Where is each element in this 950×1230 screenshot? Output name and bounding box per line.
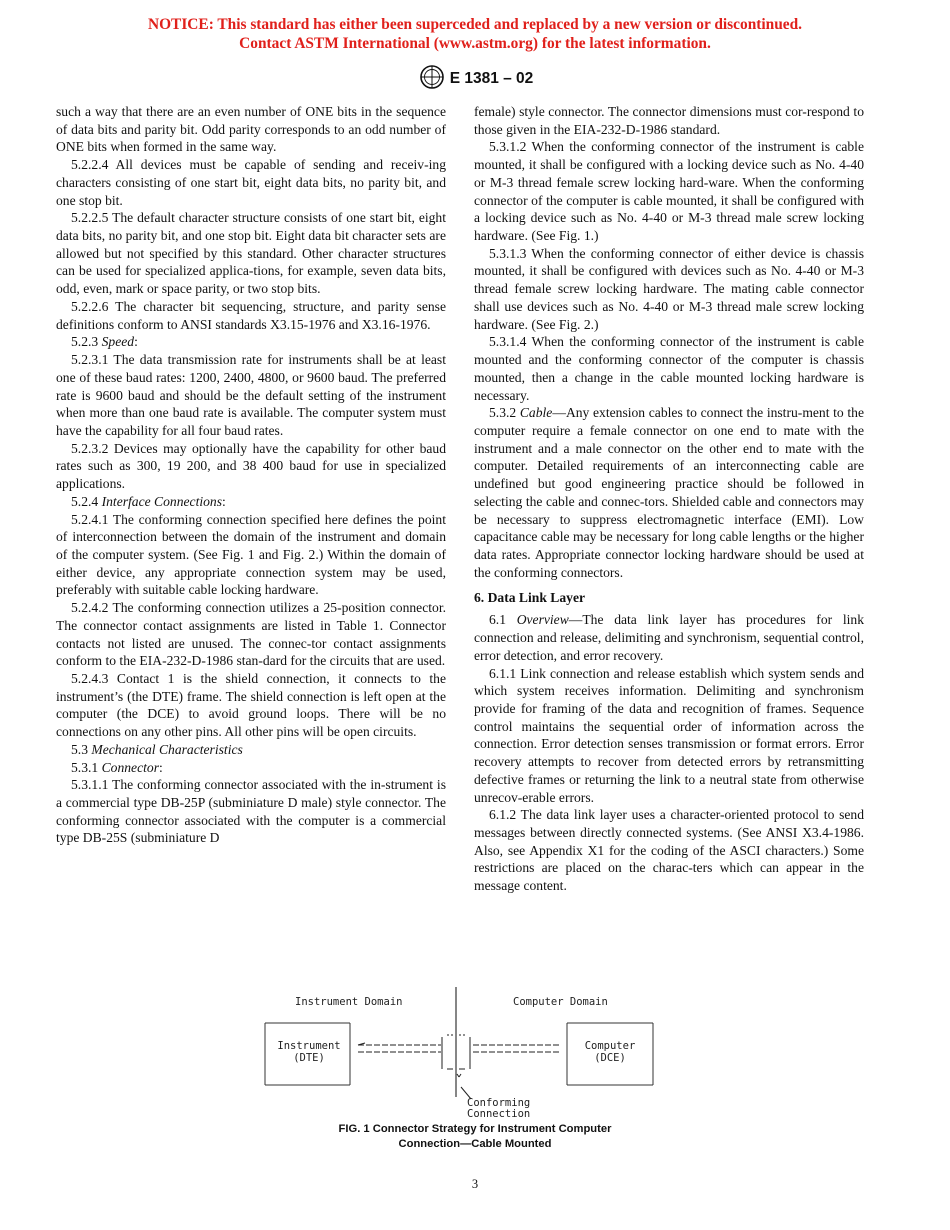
section-number: 5.3.1 <box>71 759 99 775</box>
subsection-heading <box>56 333 446 351</box>
conforming-label: Conforming <box>467 1097 531 1109</box>
paragraph: 5.2.2.5 The default character structure consists of one start bit, eight data bits, no parity bit, and one stop bit. Eight data bit character sets are allowed but not specified by this standard. Other character structures can be used for specialized applica-tions, for example, seven data bits, odd, even, mark or space parity, or two stop bits. <box>56 210 446 297</box>
computer-label: Computer <box>584 1040 636 1052</box>
right-column <box>474 103 864 895</box>
paragraph <box>474 404 864 581</box>
paragraph: 6.1.2 The data link layer uses a character-oriented protocol to send messages between directly connected systems. (See ANSI X3.4-1986. Also, see Appendix X1 for the coding of the ASCI characters.) Some restrictions are placed on the charac-ters which can appear in the message content. <box>474 807 864 894</box>
section-tail: : <box>222 493 226 509</box>
astm-logo-icon <box>417 64 447 90</box>
subsection-heading <box>56 759 446 777</box>
page-number: 3 <box>471 1177 479 1191</box>
section-title: Cable <box>519 405 553 421</box>
paragraph: 5.2.4.3 Contact 1 is the shield connection, it connects to the instrument’s (the DTE) frame. The shield connection is left open at the computer (the DCE) to avoid ground loops. There will be no connections on any other pins. All other pins will be open circuits. <box>56 671 446 740</box>
subsection-heading <box>56 493 446 511</box>
paragraph: 6.1.1 Link connection and release establish which system sends and which system receives information. Delimiting and synchronism provide for framing of the data and recognition of frames. Sequence control maintains the sequential order of information across the connection. Error detection senses transmission or format errors. Error recovery attempts to recover from detected errors by retransmitting defective frames or returning the link to a neutral state from otherwise unrecov-erable errors. <box>474 665 864 805</box>
section-number: 5.2.3 <box>71 334 99 350</box>
instrument-sub-label: (DTE) <box>293 1052 325 1064</box>
standard-designation <box>0 66 950 92</box>
paragraph: 5.3.1.3 When the conforming connector of either device is chassis mounted, it shall be configured with devices such as No. 4-40 or M-3 thread female screw locking hardware. The mating cable connector shall use devices such as No. 4-40 or M-3 thread male screw locking hardware. (See Fig. 2.) <box>474 245 864 332</box>
figure-caption <box>0 1122 950 1152</box>
section-title: Interface Connections <box>101 493 223 509</box>
section-title: Speed <box>101 334 135 350</box>
section-number: 5.3.2 <box>489 405 517 421</box>
paragraph: 5.2.3.1 The data transmission rate for instruments shall be at least one of these baud rates: 1200, 2400, 4800, or 9600 baud. The preferred rate is 9600 baud and should be the default setting of the instrument when more than one baud rate is available. The computer system must have the capability for all four baud rates. <box>56 352 446 438</box>
paragraph: 5.2.4.2 The conforming connection utilizes a 25-position connector. The connector contact assignments are listed in Table 1. Connector contacts not listed are unused. The connec-tor contact assignments conform to the EIA-232-D-1986 stan-dard for the circuits that are used. <box>56 600 446 669</box>
notice-line-1: NOTICE: This standard has either been superceded and replaced by a new version or discontinued. <box>147 16 803 33</box>
section-title: Connector <box>101 759 159 775</box>
superseded-notice <box>0 15 950 53</box>
paragraph-text: —Any extension cables to connect the instru-ment to the computer require a female connector on one end to mate with the instrument and a male connector on the other end to mate with the computer. Detailed requirements of an interconnecting cable are undefined but good engineering practice should be followed in selecting the cable and connec-tors. Shielded cable and connectors may be necessary to suppress electromagnetic interface (EMI). Low capacitance cable may be necessary for long cable lengths or the higher data rates. Appropriate connector locking hardware should be used at the conforming connectors. <box>474 405 864 580</box>
connector-diagram <box>255 985 675 1121</box>
section-tail: : <box>158 759 163 775</box>
pointer-arrow <box>457 1074 471 1099</box>
paragraph-text: —The data link layer has procedures for link connection and release, delimiting and synchronism, sequential control, error detection, and error recovery. <box>474 612 864 663</box>
instrument-domain-label: Instrument Domain <box>295 996 403 1008</box>
section-title: Mechanical Characteristics <box>91 741 243 757</box>
paragraph: female) style connector. The connector dimensions must cor-respond to those given in the EIA-232-D-1986 standard. <box>474 104 864 137</box>
connection-label: Connection <box>467 1108 531 1120</box>
section-title: Overview <box>516 612 569 628</box>
figure-1-diagram <box>255 985 675 1121</box>
section-number: 5.2.4 <box>71 493 99 509</box>
paragraph: 5.2.2.4 All devices must be capable of sending and receiv-ing characters consisting of one start bit, eight data bits, no parity bit, and one stop bit. <box>56 157 446 208</box>
section-number: 6.1 <box>489 612 506 628</box>
left-column <box>56 103 446 847</box>
subsection-heading <box>56 741 446 759</box>
caption-line-2: Connection—Cable Mounted <box>398 1138 552 1150</box>
paragraph: 5.3.1.1 The conforming connector associated with the in-strument is a commercial type DB-25P (subminiature D male) style connector. The conforming connector associated with the computer is a commercial type DB-25S (subminiature D <box>56 777 446 846</box>
section-heading: 6. Data Link Layer <box>474 590 586 606</box>
designation-number: E 1381 – 02 <box>449 70 534 88</box>
computer-sub-label: (DCE) <box>594 1052 626 1064</box>
notice-line-2: Contact ASTM International (www.astm.org) for the latest information. <box>239 35 711 52</box>
instrument-label: Instrument <box>277 1040 341 1052</box>
paragraph: 5.3.1.2 When the conforming connector of the instrument is cable mounted, it shall be configured with a locking device such as No. 4-40 or M-3 thread female screw locking hard-ware. When the conforming connector of the computer is cable mounted, it shall be configured with a locking device such as No. 4-40 or M-3 thread male screw locking hardware. (See Fig. 1.) <box>474 139 864 244</box>
paragraph: such a way that there are an even number of ONE bits in the sequence of data bits and parity bit. Odd parity corresponds to an odd number of ONE bits when formed in the same way. <box>56 104 446 155</box>
paragraph: 5.3.1.4 When the conforming connector of the instrument is cable mounted and the conforming connector of the computer is chassis mounted, then a change in the cable mounted locking hardware is necessary. <box>474 334 864 403</box>
paragraph: 5.2.2.6 The character bit sequencing, structure, and parity sense definitions conform to ANSI standards X3.15-1976 and X3.16-1976. <box>56 298 446 332</box>
caption-line-1: FIG. 1 Connector Strategy for Instrument Computer <box>338 1123 612 1135</box>
computer-domain-label: Computer Domain <box>513 996 608 1008</box>
paragraph: 5.2.4.1 The conforming connection specified here defines the point of interconnection between the domain of the instrument and domain of the computer system. (See Fig. 1 and Fig. 2.) Within the domain of either device, any appropriate connection system may be used, preferably with suitable cable locking hardware. <box>56 511 446 598</box>
section-number: 5.3 <box>71 741 88 757</box>
paragraph <box>474 611 864 664</box>
paragraph: 5.2.3.2 Devices may optionally have the capability for other baud rates such as 300, 19 200, and 38 400 baud for use in specialized applications. <box>56 440 446 492</box>
section-tail: : <box>134 334 138 350</box>
